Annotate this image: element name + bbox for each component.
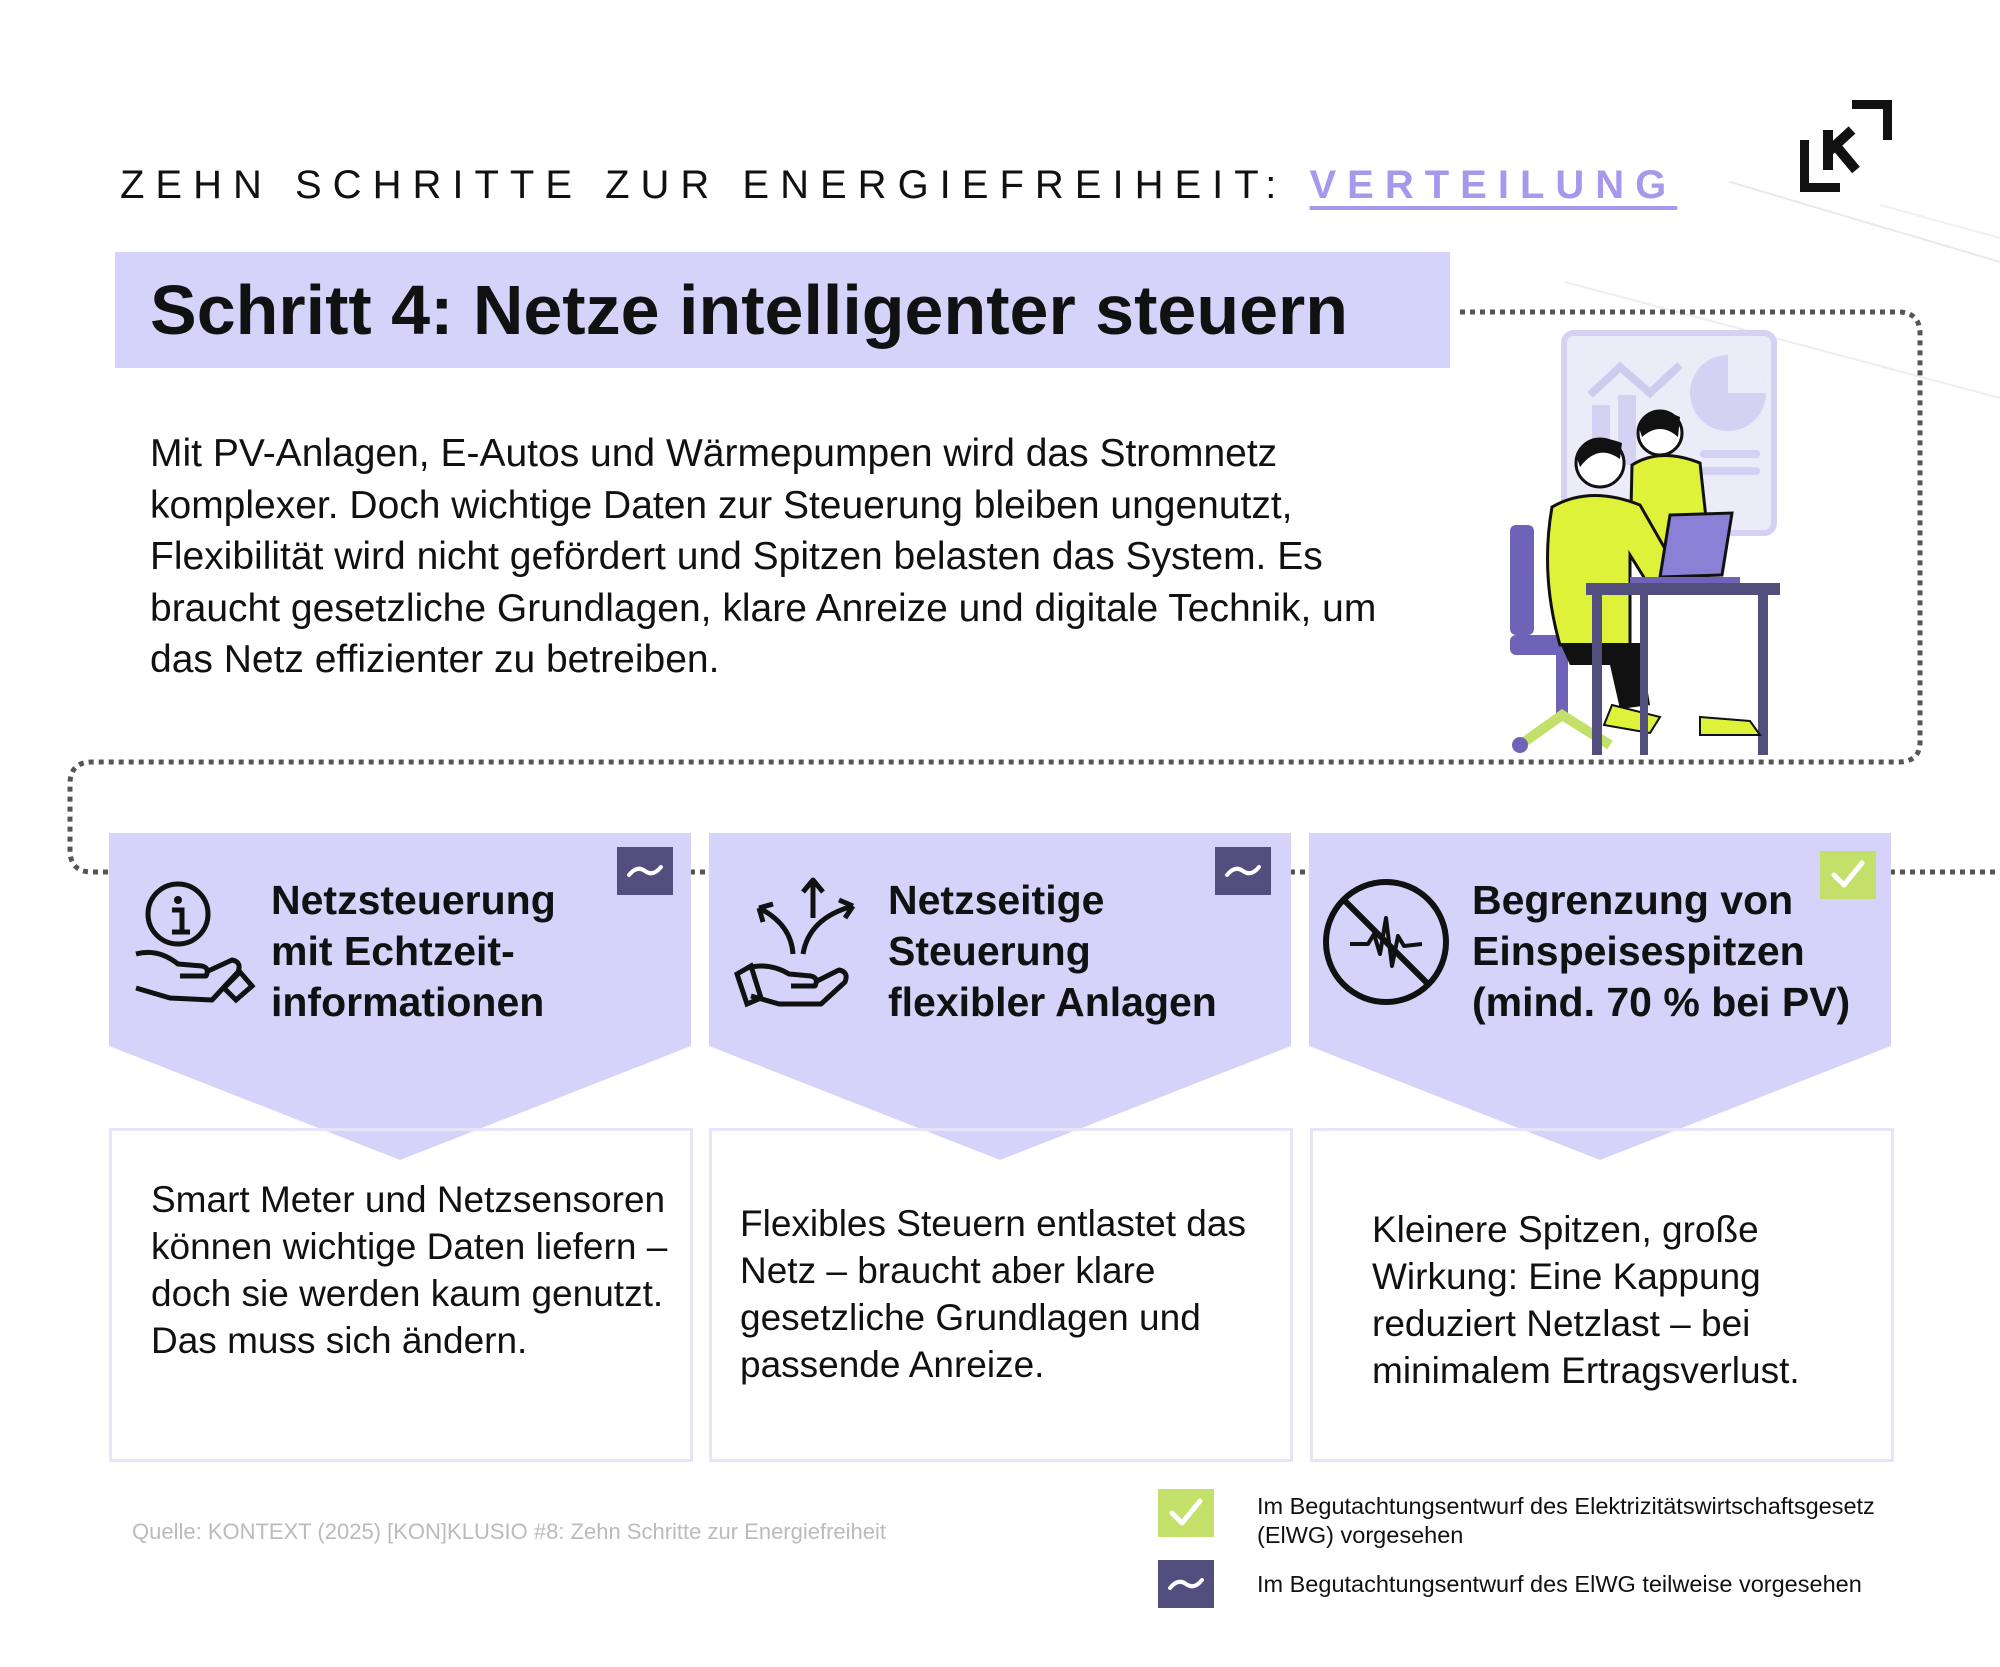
- card-3-title-line: (mind. 70 % bei PV): [1472, 979, 1851, 1025]
- legend-planned-text: Im Begutachtungsentwurf des Elektrizitätswirtschaftsgesetz (ElWG) vorgesehen: [1257, 1493, 1875, 1548]
- card-2-title-line: Netzseitige: [888, 877, 1105, 923]
- check-icon: [1158, 1489, 1214, 1537]
- card-1-title: [271, 875, 556, 1028]
- card-3-title-line: Einspeisespitzen: [1472, 928, 1805, 974]
- people-at-desk-illustration: [1500, 325, 1780, 757]
- page-title: Schritt 4: Netze intelligenter steuern: [150, 271, 1349, 349]
- info-hand-icon: [128, 868, 258, 1008]
- card-1-title-line: informationen: [271, 979, 545, 1025]
- card-2-body-text: Flexibles Steuern entlastet das Netz – braucht aber klare gesetzliche Grundlagen und passende Anreize.: [740, 1203, 1246, 1385]
- card-3-title-line: Begrenzung von: [1472, 877, 1794, 923]
- card-1-body-text: Smart Meter und Netzsensoren können wichtige Daten liefern – doch sie werden kaum genutzt. Das muss sich ändern.: [151, 1179, 668, 1361]
- legend-planned-badge: [1158, 1489, 1214, 1537]
- card-1-partial-badge: [617, 847, 673, 895]
- legend-partial-badge: [1158, 1560, 1214, 1608]
- tilde-icon: [1215, 847, 1271, 895]
- kicker-accent: VERTEILUNG: [1309, 163, 1678, 207]
- source-note: Quelle: KONTEXT (2025) [KON]KLUSIO #8: Zehn Schritte zur Energiefreiheit: [132, 1519, 887, 1544]
- card-1-title-line: mit Echtzeit-: [271, 928, 515, 974]
- card-2-title-line: flexibler Anlagen: [888, 979, 1217, 1025]
- hand-arrows-icon: [733, 868, 863, 1008]
- intro-text: Mit PV-Anlagen, E-Autos und Wärmepumpen wird das Stromnetz komplexer. Doch wichtige Daten zur Steuerung bleiben ungenutzt, Flexibilität wird nicht gefördert und Spitzen belasten das System. Es braucht gesetzliche Grundlagen, klare Anreize und digitale Technik, um das Netz effizienter zu betreiben.: [150, 432, 1377, 681]
- no-peak-icon: [1322, 868, 1452, 1008]
- kicker-prefix: ZEHN SCHRITTE ZUR ENERGIEFREIHEIT:: [120, 163, 1310, 207]
- tilde-icon: [1158, 1560, 1214, 1608]
- tilde-icon: [617, 847, 673, 895]
- kontext-logo: [1800, 100, 1892, 192]
- card-3-body-text: Kleinere Spitzen, große Wirkung: Eine Kappung reduziert Netzlast – bei minimalem Ertragsverlust.: [1372, 1209, 1800, 1391]
- card-3-title: [1472, 875, 1850, 1028]
- legend-partial-text: Im Begutachtungsentwurf des ElWG teilweise vorgesehen: [1257, 1571, 1862, 1597]
- card-2-title-line: Steuerung: [888, 928, 1091, 974]
- kicker: [120, 163, 1677, 208]
- card-1-title-line: Netzsteuerung: [271, 877, 556, 923]
- card-2-partial-badge: [1215, 847, 1271, 895]
- card-2-title: [888, 875, 1217, 1028]
